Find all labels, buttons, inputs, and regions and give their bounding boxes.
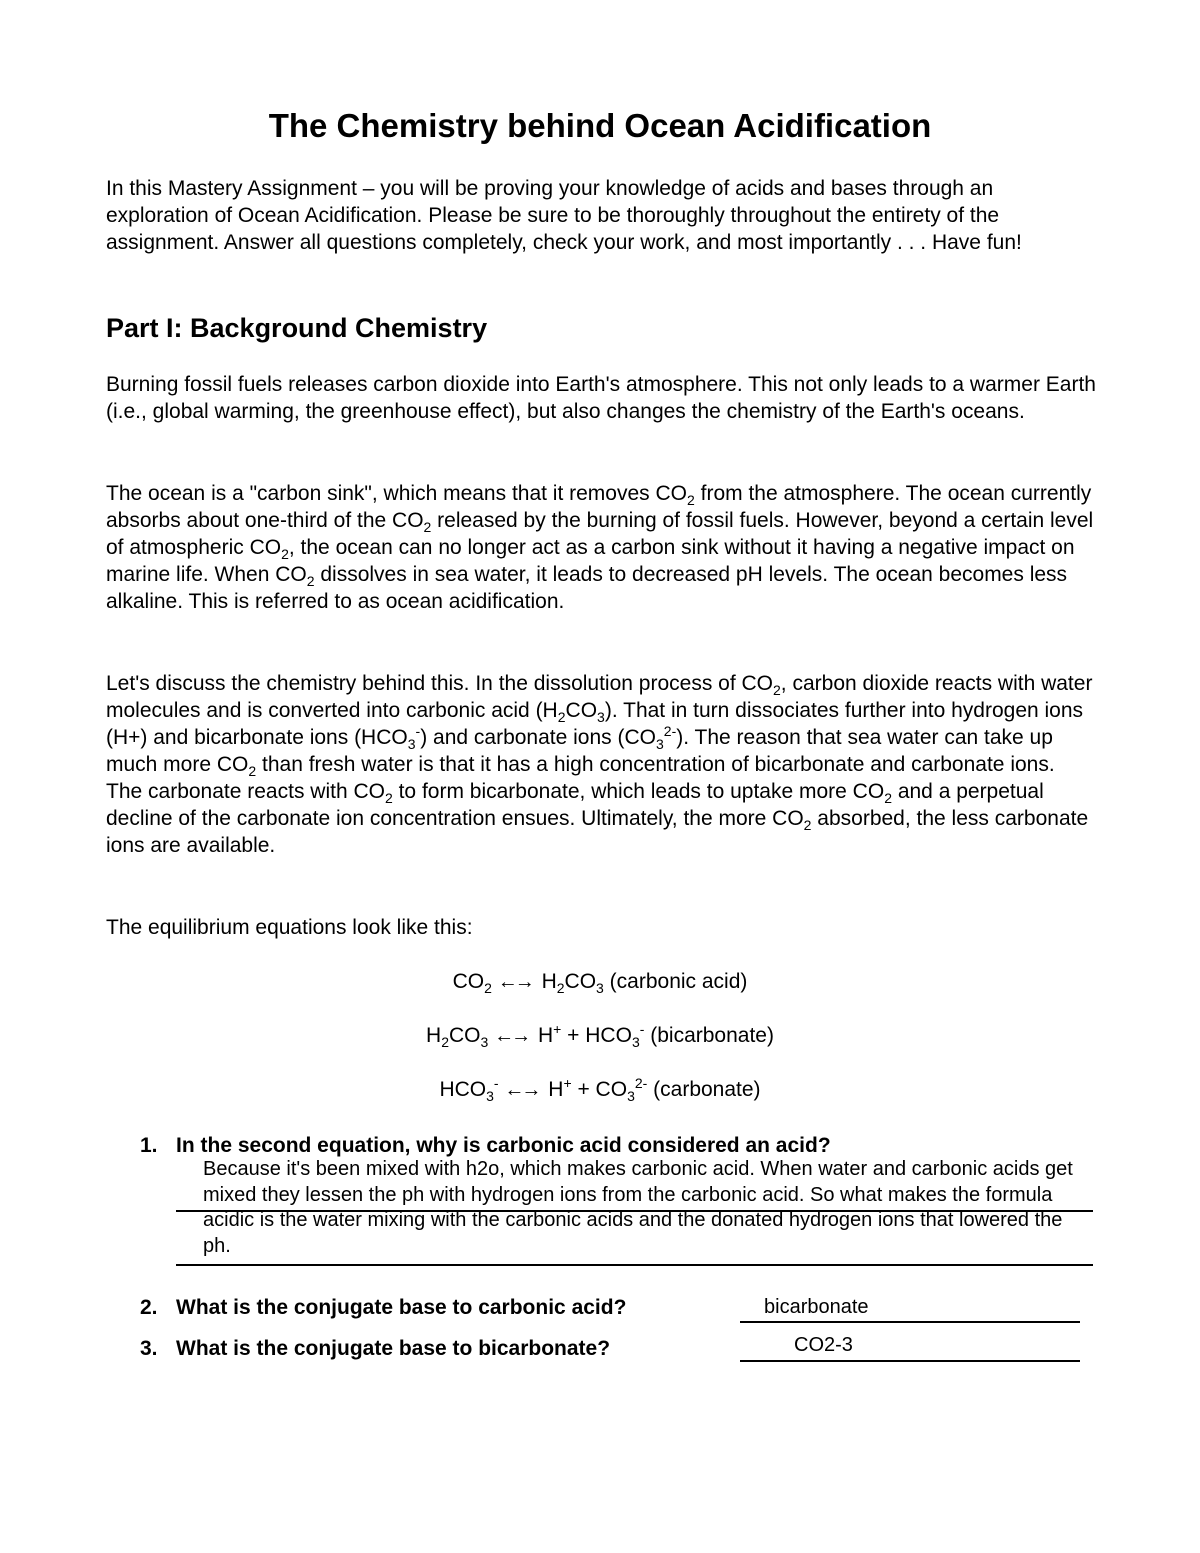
- eq-term: HCO: [439, 1078, 487, 1101]
- text-run: to form bicarbonate, which leads to uptake more CO: [392, 780, 885, 803]
- eq-label: (bicarbonate): [644, 1024, 774, 1047]
- text-run: released by the burning of fossil fuels. However, beyond a certain level of atmospheric CO: [106, 509, 1094, 559]
- subscript: 2: [557, 709, 566, 726]
- page-title: The Chemistry behind Ocean Acidification: [268, 107, 932, 144]
- superscript: -: [493, 1075, 499, 1091]
- part1-heading: Part I: Background Chemistry: [106, 313, 488, 343]
- subscript: 3: [486, 1088, 494, 1105]
- equilibrium-arrow-icon: ←→: [497, 971, 532, 993]
- text-run: and a perpetual decline of the carbonate ion concentration ensues. Ultimately, the more CO: [106, 780, 1044, 830]
- subscript: 2: [773, 682, 781, 699]
- subscript: 2: [441, 1034, 449, 1051]
- question-1-text: In the second equation, why is carbonic acid considered an acid?: [176, 1134, 831, 1157]
- equation-2: [0, 1021, 1200, 1051]
- eq-term: + CO: [571, 1078, 628, 1101]
- question-2-text: What is the conjugate base to carbonic acid?: [176, 1296, 627, 1319]
- eq-term: CO: [452, 970, 485, 993]
- subscript: 3: [480, 1034, 489, 1051]
- answer-line: [176, 1264, 1093, 1266]
- subscript: 3: [596, 980, 604, 997]
- subscript: 3: [627, 1088, 635, 1105]
- equilibrium-arrow-icon: ←→: [494, 1025, 529, 1047]
- text-run: ) and carbonate ions (CO: [420, 726, 656, 749]
- question-1-number: 1.: [140, 1134, 158, 1157]
- subscript: 2: [803, 817, 812, 834]
- eq-term: + HCO: [561, 1024, 632, 1047]
- superscript: -: [415, 723, 421, 739]
- eq-term: CO: [448, 1024, 481, 1047]
- subscript: 2: [281, 546, 289, 563]
- text-run: CO: [565, 699, 598, 722]
- text-run: than fresh water is that it has a high concentration of bicarbonate and carbonate ions. The carbonate reacts with CO: [106, 753, 1055, 803]
- subscript: 2: [484, 980, 492, 997]
- question-2-number: 2.: [140, 1296, 158, 1319]
- equilibrium-arrow-icon: ←→: [504, 1079, 539, 1101]
- superscript: +: [553, 1021, 562, 1037]
- question-3-answer[interactable]: CO2-3: [794, 1334, 853, 1356]
- superscript: +: [563, 1075, 572, 1091]
- superscript: 2-: [663, 723, 677, 739]
- eq-term: H: [426, 1024, 442, 1047]
- subscript: 3: [597, 709, 605, 726]
- subscript: 3: [407, 736, 416, 753]
- text-run: The ocean is a "carbon sink", which means that it removes CO: [106, 482, 687, 505]
- text-run: , carbon dioxide reacts with water molecules and is converted into carbonic acid (H: [106, 672, 1093, 722]
- subscript: 2: [384, 790, 393, 807]
- question-3-number: 3.: [140, 1337, 158, 1360]
- subscript: 2: [248, 763, 257, 780]
- subscript: 2: [423, 519, 432, 536]
- question-2-answer[interactable]: bicarbonate: [764, 1296, 869, 1318]
- subscript: 2: [687, 492, 695, 509]
- answer-blank: [740, 1360, 1080, 1362]
- equation-1: [0, 967, 1200, 997]
- subscript: 2: [306, 573, 315, 590]
- eq-label: (carbonic acid): [603, 970, 748, 993]
- text-run: from the atmosphere. The ocean currently absorbs about one-third of the CO: [106, 482, 1092, 532]
- equation-3: [0, 1075, 1200, 1105]
- question-1-answer[interactable]: Because it's been mixed with h2o, which makes carbonic acid. When water and carbonic acids get mixed they lessen the ph with hydrogen ions from the carbonic acid. So what makes the formula acidic is the water mixing with the carbonic acids and the donated hydrogen ions that lowered the ph.: [203, 1158, 1073, 1257]
- eq-term: H: [537, 1024, 554, 1047]
- text-run: Let's discuss the chemistry behind this. In the dissolution process of CO: [106, 672, 773, 695]
- text-run: absorbed, the less carbonate ions are available.: [106, 807, 1089, 857]
- equations-intro: The equilibrium equations look like this:: [106, 916, 473, 939]
- background-paragraph-1: Burning fossil fuels releases carbon dioxide into Earth's atmosphere. This not only leads to a warmer Earth (i.e., global warming, the greenhouse effect), but also changes the chemistry of the Earth's oceans.: [106, 373, 1096, 423]
- background-paragraph-3: [106, 670, 1096, 859]
- subscript: 2: [884, 790, 892, 807]
- subscript: 3: [631, 1034, 640, 1051]
- text-run: , the ocean can no longer act as a carbon sink without it having a negative impact on marine life. When CO: [106, 536, 1075, 586]
- eq-term: H: [541, 970, 557, 993]
- intro-paragraph: In this Mastery Assignment – you will be proving your knowledge of acids and bases through an exploration of Ocean Acidification. Please be sure to be thoroughly throughout the entirety of the assignment. Answer all questions completely, check your work, and most importantly . . . Have fun!: [106, 177, 1022, 254]
- subscript: 2: [556, 980, 565, 997]
- question-3-text: What is the conjugate base to bicarbonate?: [176, 1337, 611, 1360]
- text-run: dissolves in sea water, it leads to decreased pH levels. The ocean becomes less alkaline. This is referred to as ocean acidification.: [106, 563, 1068, 613]
- answer-blank: [740, 1321, 1080, 1323]
- superscript: 2-: [634, 1075, 648, 1091]
- superscript: -: [639, 1021, 645, 1037]
- background-paragraph-2: [106, 480, 1096, 615]
- eq-term: CO: [564, 970, 597, 993]
- subscript: 3: [656, 736, 664, 753]
- eq-term: H: [548, 1078, 564, 1101]
- text-run: ). That in turn dissociates further into hydrogen ions (H+) and bicarbonate ions (HCO: [106, 699, 1084, 749]
- text-run: ). The reason that sea water can take up much more CO: [106, 726, 1053, 776]
- eq-label: (carbonate): [647, 1078, 761, 1101]
